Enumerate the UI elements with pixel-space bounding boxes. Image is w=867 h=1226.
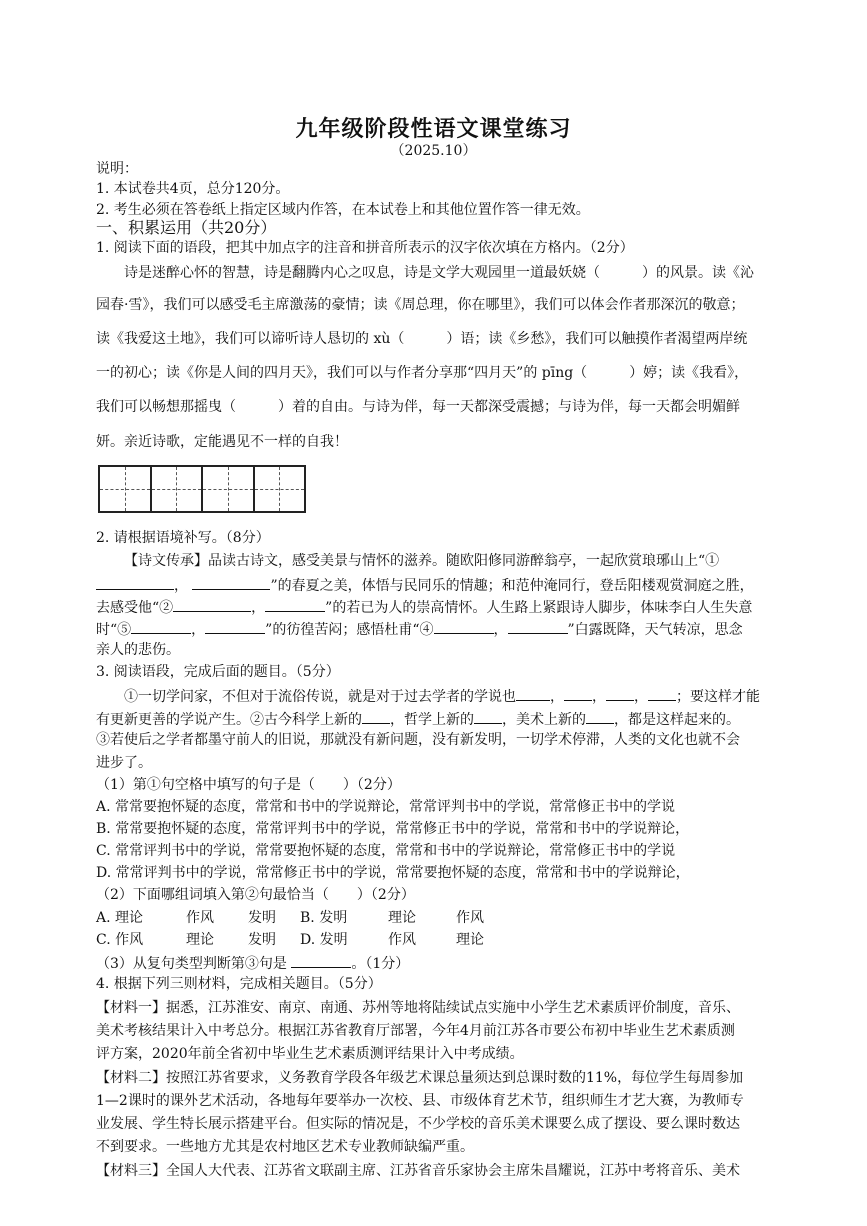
grid-cell xyxy=(203,467,255,511)
q4-material-2-line-2: 1—2课时的课外艺术活动，各地每年要举办一次校、县、市级体育艺术节，组织师生才艺大赛，为教师专 xyxy=(96,1093,744,1109)
note-2: 2. 考生必须在答卷纸上指定区域内作答，在本试卷上和其他位置作答一律无效。 xyxy=(96,202,590,218)
q1-line-2: 园春·雪》，我们可以感受毛主席激荡的豪情；读《周总理，你在哪里》，我们可以体会作者那深沉的敬意； xyxy=(96,297,745,313)
q1-line-3: 读《我爱这土地》，我们可以谛听诗人恳切的 xù（ ）语；读《乡愁》，我们可以触摸作者渴望两岸统 xyxy=(96,331,748,347)
grid-cell xyxy=(152,467,204,511)
q4-stem: 4. 根据下列三则材料，完成相关题目。（5分） xyxy=(96,976,382,992)
q4-material-1-line-3: 评方案，2020年前全省初中毕业生艺术素质测评结果计入中考成绩。 xyxy=(96,1046,524,1062)
q3-option-c: C. 常常评判书中的学说，常常要抱怀疑的态度，常常和书中的学说辩论，常常修正书中的学说 xyxy=(96,843,676,859)
q4-material-2-line-1: 【材料二】按照江苏省要求，义务教育学段各年级艺术课总量须达到总课时数的11%，每位学生每周参加 xyxy=(96,1070,744,1086)
q1-line-1: 诗是迷醉心怀的智慧，诗是翻腾内心之叹息，诗是文学大观园里一道最妖娆（ ）的风景。读《沁 xyxy=(124,265,754,281)
grid-cell xyxy=(100,467,152,511)
q4-material-2-line-4: 不到要求。一些地方尤其是农村地区艺术专业教师缺编严重。 xyxy=(96,1139,474,1155)
q3-para-1: ①一切学问家，不但对于流俗传说，就是对于过去学者的学说也 ， ， ， ；要这样才能 xyxy=(124,686,804,706)
q3-choices-row-1: A. 理论 作风 发明 B. 发明 理论 作风 xyxy=(96,910,484,926)
q3-sub-1: （1）第①句空格中填写的句子是（ ）（2分） xyxy=(96,777,401,793)
q3-option-d: D. 常常评判书中的学说，常常修正书中的学说，常常要抱怀疑的态度，常常和书中的学说辩论， xyxy=(96,865,690,881)
q3-para-3: ③若使后之学者都墨守前人的旧说，那就没有新问题，没有新发明，一切学术停滞，人类的文化也就不会 xyxy=(96,732,740,748)
section-1-heading: 一、积累运用（共20分） xyxy=(96,218,277,237)
q2-line-1: 【诗文传承】品读古诗文，感受美景与情怀的滋养。随欧阳修同游醉翁亭，一起欣赏琅琊山上“① xyxy=(124,553,720,569)
q4-material-1-line-2: 美术考核结果计入中考总分。根据江苏省教育厅部署，今年4月前江苏各市要公布初中毕业生艺术素质测 xyxy=(96,1023,735,1039)
q1-stem: 1. 阅读下面的语段，把其中加点字的注音和拼音所表示的汉字依次填在方格内。（2分） xyxy=(96,240,634,256)
q3-option-a: A. 常常要抱怀疑的态度，常常和书中的学说辩论，常常评判书中的学说，常常修正书中的学说 xyxy=(96,799,676,815)
q2-line-4: 时“⑤ ， ”的彷徨苦闷；感悟杜甫“④ ， ”白露既降，天气转凉，思念 xyxy=(96,619,776,639)
q4-material-1-line-1: 【材料一】据悉，江苏淮安、南京、南通、苏州等地将陆续试点实施中小学生艺术素质评价制度，音乐、 xyxy=(96,1000,740,1016)
q2-stem: 2. 请根据语境补写。（8分） xyxy=(96,530,270,546)
note-1: 1. 本试卷共4页，总分120分。 xyxy=(96,181,290,197)
q3-choices-row-2: C. 作风 理论 发明 D. 发明 作风 理论 xyxy=(96,932,484,948)
q3-para-4: 进步了。 xyxy=(96,755,152,771)
exam-date: （2025.10） xyxy=(390,143,477,159)
q2-line-5: 亲人的悲伤。 xyxy=(96,642,180,658)
exam-title: 九年级阶段性语文课堂练习 xyxy=(295,116,572,142)
answer-grid xyxy=(98,465,306,513)
grid-cell xyxy=(255,467,305,511)
q3-para-2: 有更新更善的学说产生。②古今科学上新的 ，哲学上新的 ，美术上新的 ，都是这样起来的。 xyxy=(96,709,776,729)
notes-head: 说明： xyxy=(96,161,138,177)
q4-material-2-line-3: 业发展、学生特长展示搭建平台。但实际的情况是，不少学校的音乐美术课要么成了摆设、要么课时数达 xyxy=(96,1116,740,1132)
q3-stem: 3. 阅读语段，完成后面的题目。（5分） xyxy=(96,664,340,680)
q3-sub-2: （2）下面哪组词填入第②句最恰当（ ）（2分） xyxy=(96,887,415,903)
q3-sub-3: （3）从复句类型判断第③句是 。（1分） xyxy=(96,953,776,973)
q1-line-5: 我们可以畅想那摇曳（ ）着的自由。与诗为伴，每一天都深受震撼；与诗为伴，每一天都会明媚鲜 xyxy=(96,399,740,415)
q2-line-3: 去感受他“② ， ”的若已为人的崇高情怀。人生路上紧跟诗人脚步，体味李白人生失意 xyxy=(96,597,776,617)
q1-line-4: 一的初心；读《你是人间的四月天》，我们可以与作者分享那“四月天”的 pīng（ ）婷；读《我看》， xyxy=(96,365,749,381)
q1-line-6: 妍。亲近诗歌，定能遇见不一样的自我！ xyxy=(96,434,348,450)
q2-line-2: ， ”的春夏之美，体悟与民同乐的情趣；和范仲淹同行，登岳阳楼观赏洞庭之胜， xyxy=(96,575,776,595)
q4-material-3-line-1: 【材料三】全国人大代表、江苏省文联副主席、江苏省音乐家协会主席朱昌耀说，江苏中考将音乐、美术 xyxy=(96,1163,740,1179)
q3-option-b: B. 常常要抱怀疑的态度，常常评判书中的学说，常常修正书中的学说，常常和书中的学说辩论， xyxy=(96,821,690,837)
